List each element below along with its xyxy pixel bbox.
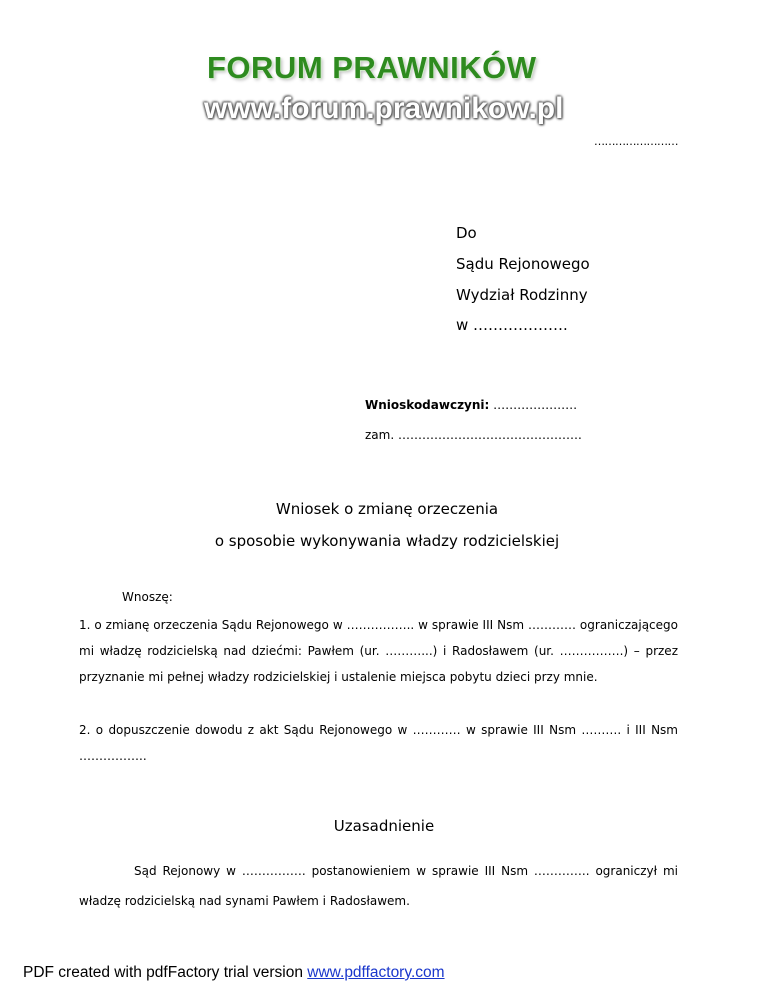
place-date-field: …………………… xyxy=(594,135,678,148)
logo-title: FORUM PRAWNIKÓW xyxy=(207,50,537,85)
pdf-footer xyxy=(23,964,445,982)
applicant-address: zam. ………………………………………. xyxy=(365,428,582,442)
addressee-court: Sądu Rejonowego xyxy=(456,255,590,273)
applicant-label: Wnioskodawczyni: xyxy=(365,398,490,412)
applicant-name: ………………… xyxy=(493,398,578,412)
footer-text: PDF created with pdfFactory trial version xyxy=(23,964,308,981)
document-subtitle: o sposobie wykonywania władzy rodzicielskiej xyxy=(214,532,560,550)
justification-paragraph: Sąd Rejonowy w ……………. postanowieniem w sprawie III Nsm ………….. ograniczył mi władzę rodzicielską nad synami Pawłem i Radosławem. xyxy=(79,864,678,908)
document-title: Wniosek o zmianę orzeczenia xyxy=(275,500,499,518)
request-item-1: 1. o zmianę orzeczenia Sądu Rejonowego w …………….. w sprawie III Nsm ………… ograniczającego mi władzę rodzicielską nad dziećmi: Pawłem (ur. ………...) i Radosławem (ur. …………….) – przez przyznanie mi pełnej władzy rodzicielskiej i ustalenie miejsca pobytu dzieci przy mnie. xyxy=(79,618,678,684)
requests-intro: Wnoszę: xyxy=(122,590,173,604)
addressee-city: w ………………. xyxy=(456,316,568,334)
addressee-line: Do xyxy=(456,224,477,242)
applicant-name-line xyxy=(365,398,577,412)
logo-url: www.forum.prawnikow.pl xyxy=(204,92,564,125)
addressee-division: Wydział Rodzinny xyxy=(456,286,588,304)
justification-heading: Uzasadnienie xyxy=(333,817,435,835)
pdffactory-link[interactable]: www.pdffactory.com xyxy=(307,964,445,981)
request-item-2: 2. o dopuszczenie dowodu z akt Sądu Rejonowego w ………… w sprawie III Nsm ………. i III Nsm …………….. xyxy=(79,723,678,763)
